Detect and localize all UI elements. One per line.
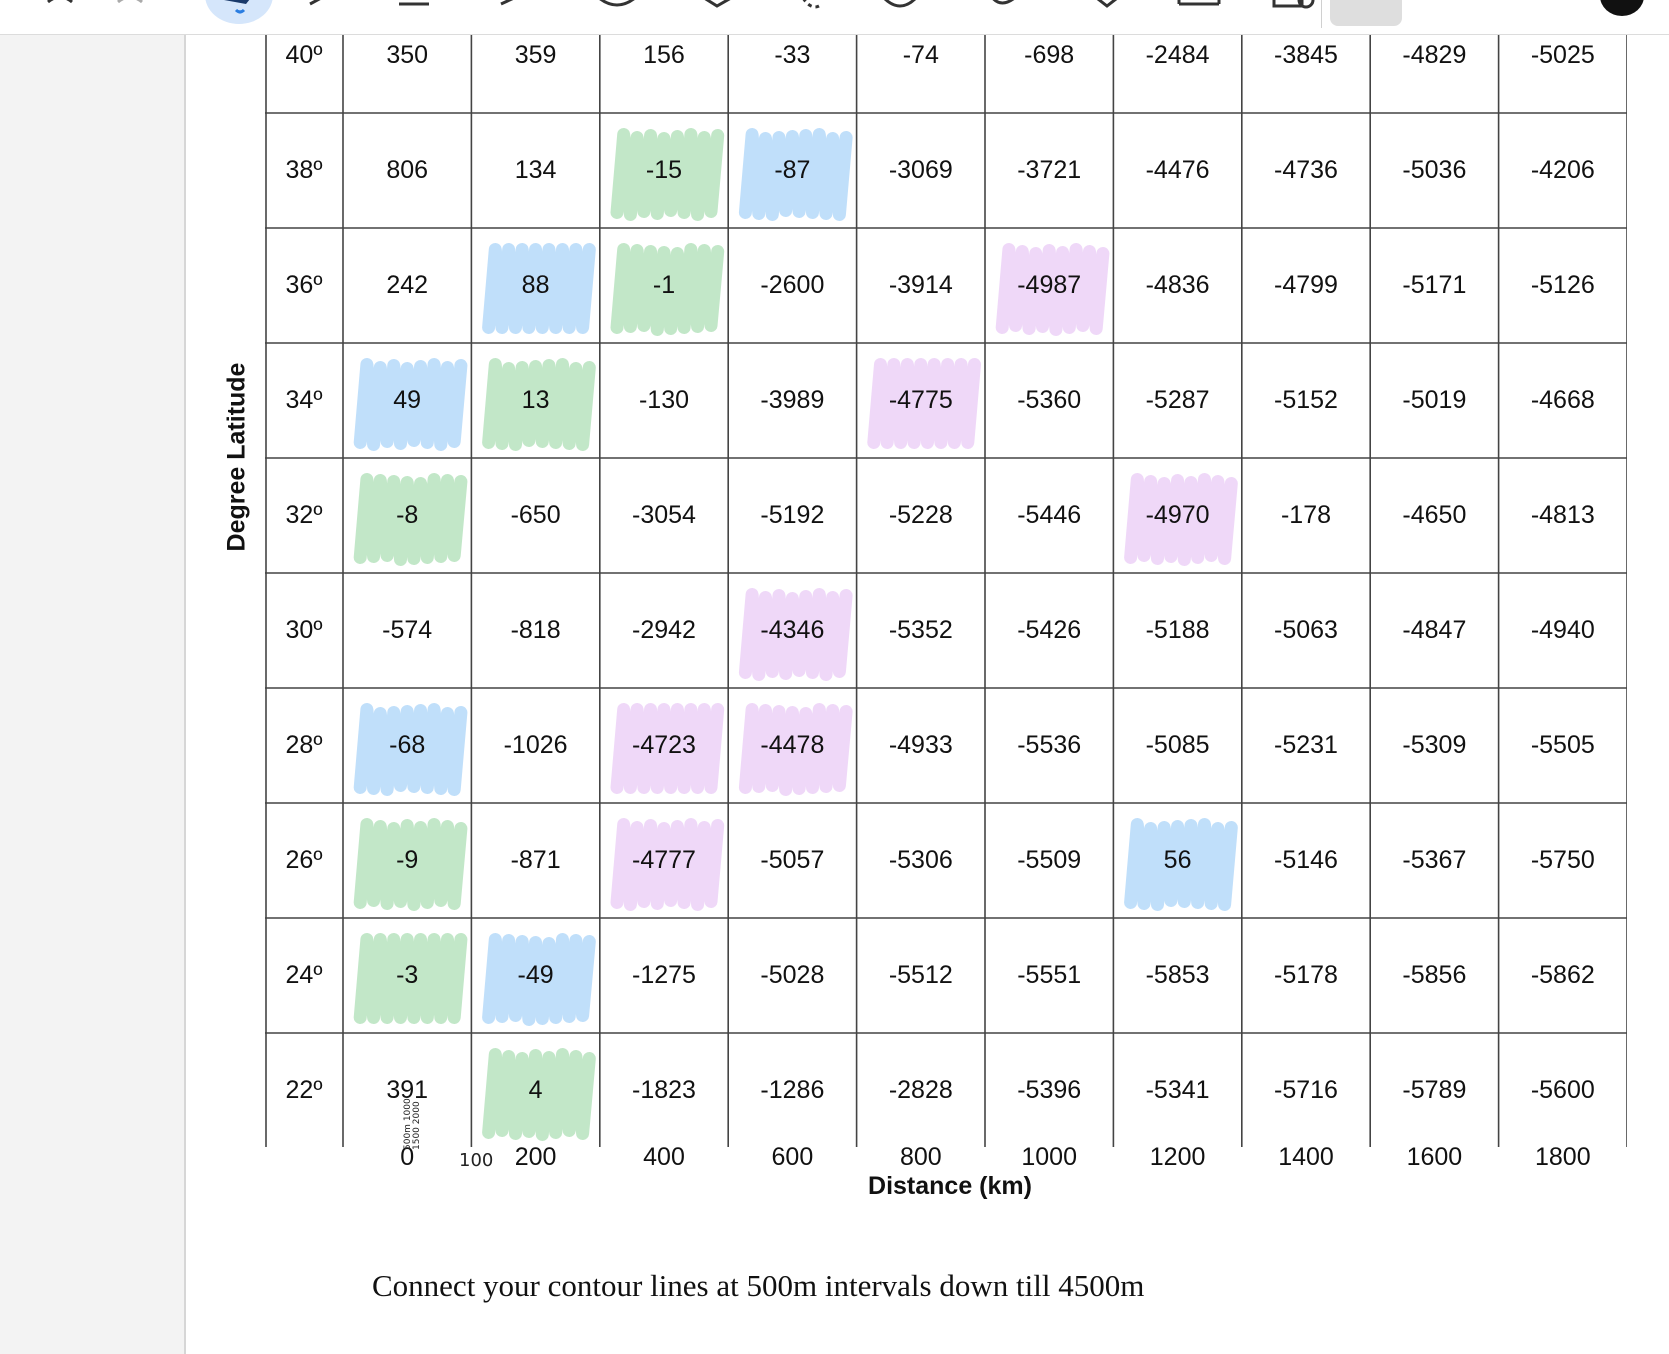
image-icon[interactable] [1085,0,1129,28]
latitude-label: 26º [285,846,323,874]
x-tick-label: 1000 [1021,1143,1077,1171]
pencil-icon[interactable] [495,0,535,28]
table-cell: -2942 [632,616,696,644]
table-cell: -5367 [1402,846,1467,874]
table-cell: -5025 [1530,41,1595,69]
table-cell: 156 [643,41,685,69]
x-tick-label: 200 [514,1143,557,1171]
table-cell: -5716 [1274,1076,1338,1104]
table-cell: -5057 [760,846,825,874]
latitude-label: 22º [285,1076,323,1104]
y-axis-label-text: Degree Latitude [222,362,251,552]
table-cell: -5341 [1145,1076,1210,1104]
table-cell: -5360 [1017,386,1082,414]
table-cell: -5231 [1274,731,1338,759]
table-cell: -5509 [1017,846,1082,874]
table-cell: -4836 [1145,271,1210,299]
x-tick-label: 1200 [1149,1143,1206,1171]
table-cell: -5600 [1530,1076,1595,1104]
table-cell: -2600 [760,271,825,299]
latitude-label: 36º [285,271,323,299]
table-cell: -4736 [1274,156,1338,184]
table-cell: -5085 [1145,731,1210,759]
table-cell: -15 [645,156,683,184]
table-cell: -5853 [1145,961,1210,989]
table-cell: 4 [528,1076,543,1104]
legend-entry: 1500 [412,1127,422,1150]
table-cell: -5536 [1017,731,1082,759]
table-cell: -3 [396,961,419,989]
table-cell: -818 [510,616,561,644]
table-cell: -4777 [632,846,696,874]
x-tick-label: 1800 [1534,1143,1591,1171]
table-cell: -4650 [1402,501,1467,529]
x-tick-label: 400 [643,1143,685,1171]
table-cell: -4346 [760,616,825,644]
legend-entry: 2000 [412,1101,422,1125]
table-cell: -3069 [888,156,953,184]
table-cell: 806 [386,156,429,184]
lasso-select-icon[interactable] [795,0,835,28]
table-cell: -3054 [632,501,696,529]
table-cell: -4799 [1274,271,1338,299]
table-cell: -5551 [1017,961,1082,989]
table-cell: 391 [386,1076,429,1104]
table-cell: -650 [510,501,561,529]
toolbar-separator [1321,0,1322,28]
table-cell: -698 [1024,41,1075,69]
marker-icon[interactable] [306,0,346,28]
table-cell: -74 [902,41,939,69]
sticker-icon[interactable] [985,0,1029,28]
table-cell: -5750 [1530,846,1595,874]
image-search-icon[interactable] [1270,0,1318,28]
table-cell: -4668 [1530,386,1595,414]
color-swatch-black[interactable] [1600,0,1644,16]
table-cell: -5856 [1402,961,1467,989]
x-tick-label: 1600 [1406,1143,1463,1171]
table-cell: -4970 [1145,501,1210,529]
table-cell: 13 [521,386,550,414]
table-cell: -5146 [1274,846,1338,874]
table-cell: -4933 [888,731,953,759]
table-cell: -5396 [1017,1076,1082,1104]
table-cell: -4206 [1530,156,1595,184]
canvas-margin [0,34,184,1354]
table-cell: -4987 [1017,271,1082,299]
table-cell: 88 [521,271,550,299]
handwritten-tick-label: 100 [459,1150,494,1171]
table-cell: -4775 [888,386,953,414]
legend-entry: 500m [403,1124,413,1150]
shapes-icon[interactable] [880,0,924,28]
table-cell: -5228 [888,501,953,529]
table-cell: -5789 [1402,1076,1467,1104]
table-cell: -3914 [888,271,953,299]
table-cell: -4478 [760,731,825,759]
latitude-label: 28º [285,731,323,759]
table-cell: -871 [510,846,561,874]
redo-icon[interactable] [110,0,150,28]
table-cell: -1823 [632,1076,696,1104]
table-cell: -49 [517,961,554,989]
table-cell: -5019 [1402,386,1467,414]
table-cell: -4476 [1145,156,1210,184]
table-cell: -130 [638,386,690,414]
undo-icon[interactable] [40,0,80,28]
x-tick-label: 600 [771,1143,814,1171]
table-cell: -3721 [1017,156,1082,184]
table-cell: -1275 [632,961,696,989]
table-cell: -5036 [1402,156,1467,184]
table-cell: -1026 [503,731,568,759]
table-cell: 359 [514,41,557,69]
table-cell: -5426 [1017,616,1082,644]
table-cell: -5446 [1017,501,1082,529]
pen-icon[interactable] [218,0,262,32]
table-cell: -574 [382,616,433,644]
table-cell: -5188 [1145,616,1210,644]
table-cell: -5287 [1145,386,1210,414]
table-cell: -178 [1280,501,1332,529]
text-box-icon[interactable] [1175,0,1223,28]
table-cell: 350 [386,41,429,69]
table-cell: -5171 [1402,271,1467,299]
table-cell: -4829 [1402,41,1467,69]
table-cell: 242 [386,271,429,299]
table-cell: -5063 [1274,616,1338,644]
latitude-label: 38º [285,156,323,184]
table-cell: -3989 [760,386,825,414]
latitude-label: 32º [285,501,323,529]
latitude-label: 24º [285,961,323,989]
table-cell: 134 [514,156,557,184]
table-cell: -3845 [1274,41,1338,69]
latitude-label: 40º [285,41,323,69]
latitude-label: 34º [285,386,323,414]
tool-slot-button[interactable] [1330,0,1402,26]
table-cell: 49 [393,386,422,414]
table-cell: -5309 [1402,731,1467,759]
table-cell: -5192 [760,501,825,529]
legend-entry: 1000 [403,1098,413,1122]
x-tick-label: 1400 [1278,1143,1334,1171]
table-cell: -5352 [888,616,953,644]
table-cell: -2484 [1145,41,1210,69]
highlighter-icon[interactable] [395,0,435,28]
table-cell: -5178 [1274,961,1338,989]
table-cell: -87 [774,156,811,184]
table-cell: -5028 [760,961,825,989]
table-cell: -5126 [1530,271,1595,299]
table-cell: -4723 [632,731,696,759]
table-cell: -68 [389,731,426,759]
eraser-icon[interactable] [595,0,639,28]
table-cell: -4940 [1530,616,1595,644]
table-cell: -9 [396,846,419,874]
table-cell: -2828 [888,1076,953,1104]
latitude-label: 30º [285,616,323,644]
x-tick-label: 0 [400,1143,415,1171]
table-cell: -8 [396,501,419,529]
x-axis-label: Distance (km) [868,1172,1032,1200]
table-cell: -4813 [1530,501,1595,529]
table-cell: -4847 [1402,616,1467,644]
app-toolbar [0,0,1669,35]
table-cell: -1286 [760,1076,825,1104]
x-tick-label: 800 [899,1143,942,1171]
table-cell: -5505 [1530,731,1595,759]
table-cell: -33 [774,41,811,69]
table-cell: 56 [1163,846,1192,874]
lasso-icon[interactable] [695,0,739,28]
table-cell: -5512 [888,961,953,989]
table-cell: -5862 [1530,961,1595,989]
table-cell: -5152 [1274,386,1338,414]
table-cell: -1 [652,271,676,299]
instruction-text: Connect your contour lines at 500m intervals down till 4500m [372,1268,1145,1303]
table-cell: -5306 [888,846,953,874]
